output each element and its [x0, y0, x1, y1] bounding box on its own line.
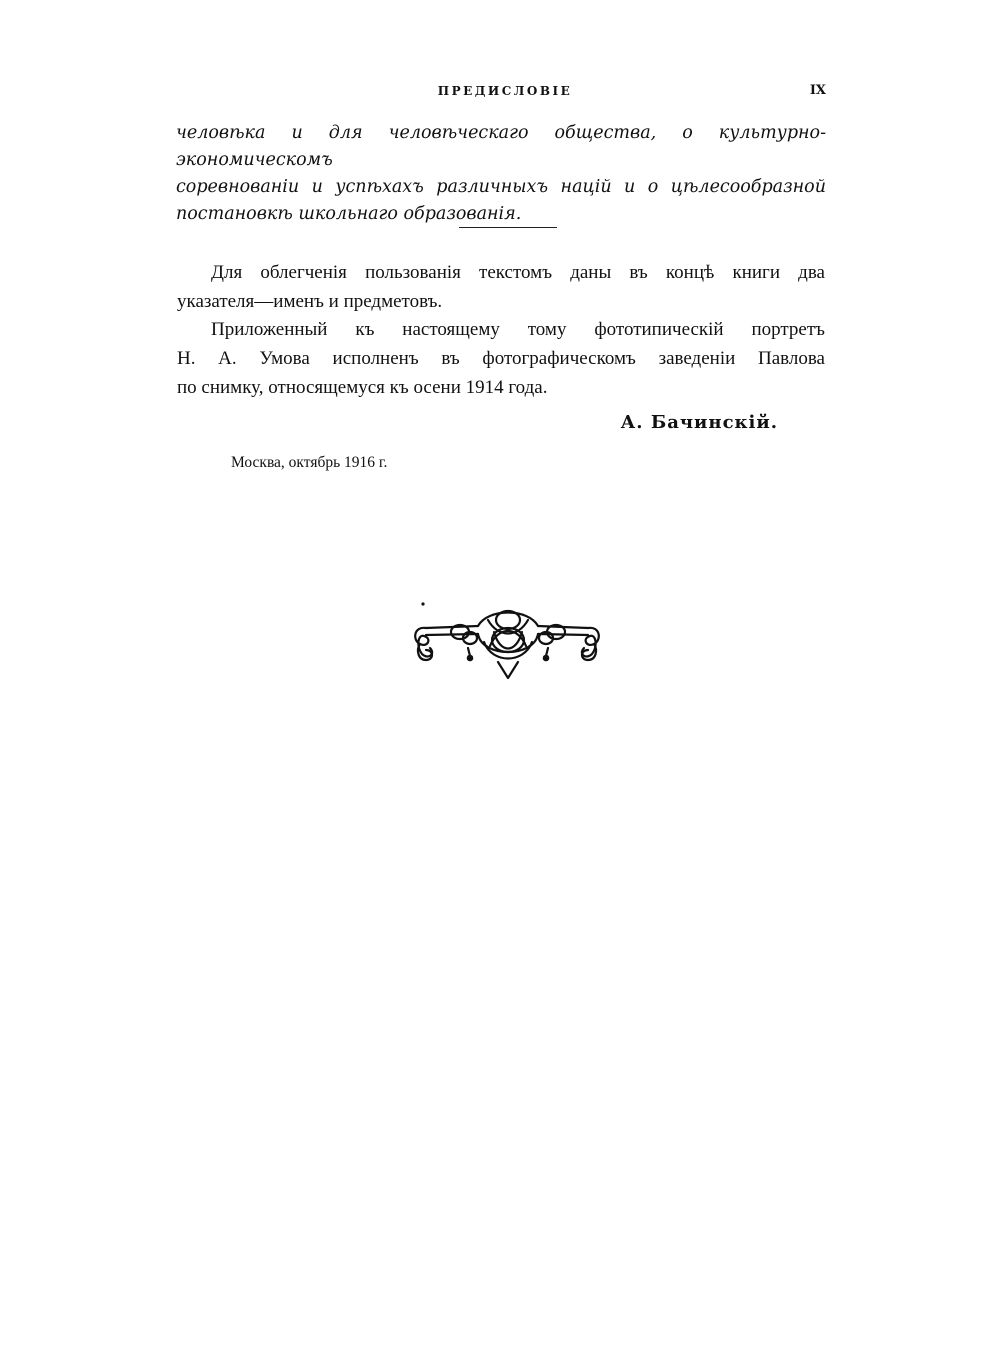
italic-paragraph — [176, 120, 826, 228]
author-signature: А. Бачинскій. — [620, 412, 778, 433]
text-line: постановкѣ школьнаго образованія. — [176, 204, 522, 224]
text-line: Для облегченія пользованія текстомъ даны въ концѣ книги два — [211, 262, 825, 283]
section-divider — [459, 227, 557, 228]
running-header-title: ПРЕДИСЛОВІЕ — [437, 84, 573, 98]
page-number: IX — [809, 83, 826, 98]
text-line: соревнованіи и успѣхахъ различныхъ націй и о цѣлесообразной — [176, 177, 826, 197]
text-line: Н. А. Умова исполненъ въ фотографическомъ заведеніи Павлова — [177, 348, 825, 369]
celtic-knot-ornament-icon — [408, 598, 608, 686]
place-and-date: Москва, октябрь 1916 г. — [231, 454, 388, 471]
text-line: человѣка и для человѣческаго общества, о культурно-экономическомъ — [176, 123, 826, 170]
paragraph-portrait — [177, 315, 825, 402]
text-line: Приложенный къ настоящему тому фототипическій портретъ — [211, 319, 825, 340]
text-line: указателя—именъ и предметовъ. — [177, 291, 443, 312]
paragraph-indexes — [177, 258, 825, 316]
text-line: по снимку, относящемуся къ осени 1914 года. — [177, 377, 548, 398]
